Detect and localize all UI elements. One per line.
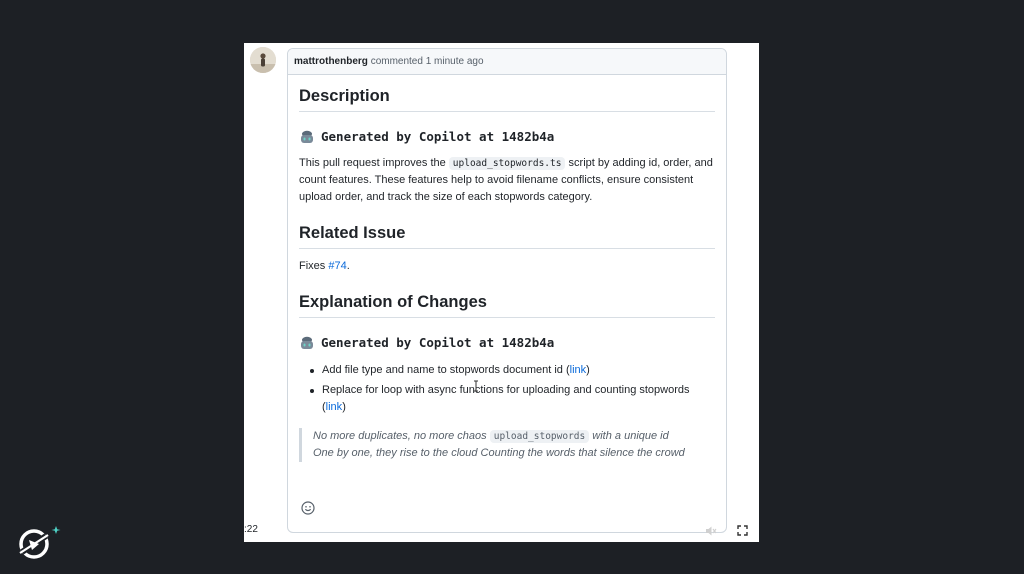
text-cursor-icon (473, 380, 479, 392)
generated-by-copilot-2 (299, 335, 715, 350)
generated-by-copilot (299, 129, 715, 144)
fixes-label: Fixes (299, 260, 326, 272)
video-frame (244, 43, 759, 542)
quote-text-2: with a unique id (592, 430, 669, 442)
copilot-icon (299, 336, 315, 350)
generated-text: Generated by Copilot at 1482b4a (321, 335, 555, 350)
speaker-muted-icon[interactable] (705, 525, 717, 537)
code-filename: upload_stopwords.ts (449, 157, 566, 170)
comment-author[interactable]: mattrothenberg (294, 56, 368, 67)
change-link[interactable]: link (569, 364, 587, 376)
description-text-2: script by adding id, order, and count features. These features help to avoid filename conflicts, ensure consistent upload order, and track the size of each stopwords category. (299, 157, 713, 203)
description-paragraph (299, 155, 715, 206)
list-item-text: Replace for loop with async functions for uploading and counting stopwords (322, 384, 690, 396)
related-issue-heading: Related Issue (299, 224, 715, 249)
avatar[interactable] (250, 47, 276, 73)
quote-text-3: One by one, they rise to the cloud Counting the words that silence the crowd (313, 447, 685, 459)
fullscreen-icon[interactable] (737, 525, 748, 536)
comment-header (288, 49, 726, 75)
list-item: Replace for loop with async functions for uploading and counting stopwords (link) (299, 382, 715, 416)
fixes-period: . (346, 260, 350, 272)
poem-quote (299, 428, 715, 462)
smiley-icon (301, 501, 315, 515)
explanation-heading: Explanation of Changes (299, 293, 715, 318)
change-link[interactable]: link (325, 401, 343, 413)
add-reaction-button[interactable] (298, 498, 318, 518)
changes-list (299, 362, 715, 416)
quote-code: upload_stopwords (490, 430, 590, 443)
description-heading: Description (299, 87, 715, 112)
video-time: :22 (244, 524, 258, 535)
quote-text-1: No more duplicates, no more chaos (313, 430, 487, 442)
list-item: Add file type and name to stopwords document id (link) (299, 362, 715, 379)
fixes-line (299, 258, 715, 275)
comment-meta: commented 1 minute ago (370, 56, 484, 67)
generated-text: Generated by Copilot at 1482b4a (321, 129, 555, 144)
list-item-text: Add file type and name to stopwords document id (322, 364, 563, 376)
description-text-1: This pull request improves the (299, 157, 446, 169)
copilot-icon (299, 130, 315, 144)
comment-body (288, 87, 726, 462)
brand-logo-icon (12, 522, 62, 562)
issue-link[interactable]: #74 (328, 260, 347, 272)
comment-box (287, 48, 727, 533)
